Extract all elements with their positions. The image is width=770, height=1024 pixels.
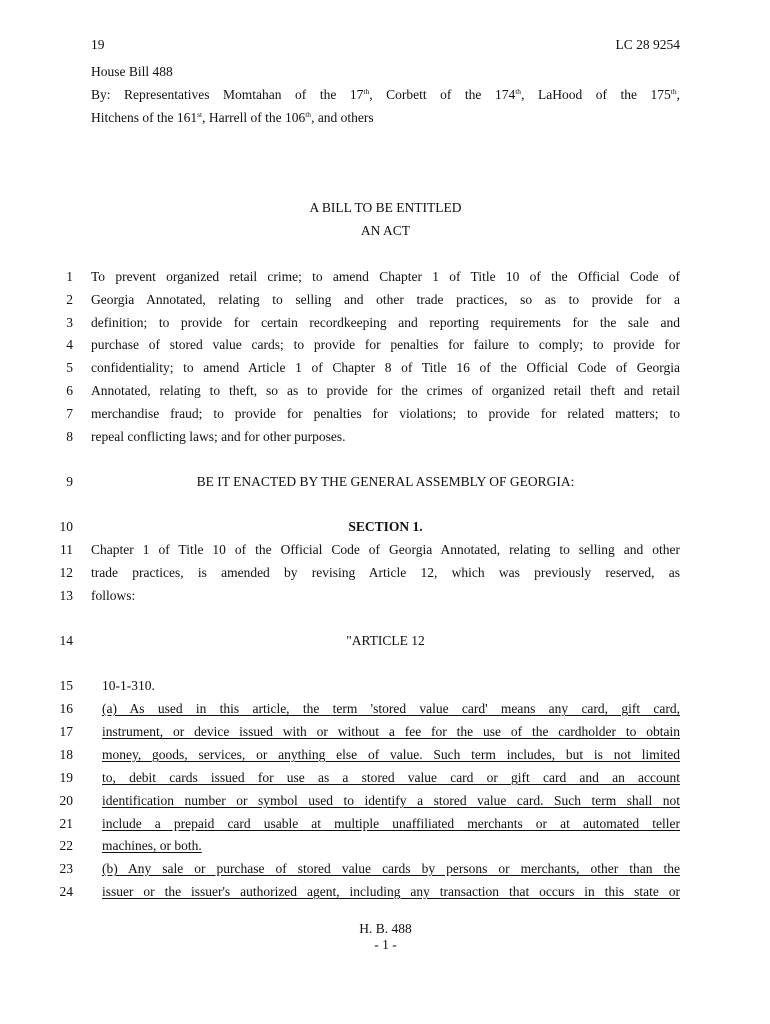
line-number: 3: [66, 315, 73, 330]
line-text: to, debit cards issued for use as a stored value card or gift card and an account: [102, 770, 680, 785]
line-number: 24: [59, 884, 73, 899]
line-text: trade practices, is amended by revising Article 12, which was previously reserved, as: [91, 565, 680, 580]
line-number: 14: [59, 633, 73, 648]
article-heading: "ARTICLE 12: [346, 633, 425, 648]
line-number: 4: [66, 337, 73, 352]
line-number: 18: [59, 747, 73, 762]
sponsors-line-2: Hitchens of the 161st, Harrell of the 106th, and others: [91, 110, 374, 125]
code-section-number: 10-1-310.: [102, 678, 155, 693]
enacting-clause: BE IT ENACTED BY THE GENERAL ASSEMBLY OF GEORGIA:: [196, 474, 575, 489]
line-number: 11: [60, 542, 73, 557]
line-text: Annotated, relating to theft, so as to provide for the crimes of organized retail theft and retail: [91, 383, 680, 398]
line-number: 9: [66, 474, 73, 489]
line-text: machines, or both.: [102, 838, 202, 853]
lc-number: LC 28 9254: [615, 37, 680, 52]
line-number: 23: [59, 861, 73, 876]
line-number: 16: [59, 701, 73, 716]
line-text: purchase of stored value cards; to provide for penalties for failure to comply; to provide for: [91, 337, 680, 352]
bill-title-line-2: AN ACT: [360, 223, 411, 238]
line-text: confidentiality; to amend Article 1 of Chapter 8 of Title 16 of the Official Code of Georgia: [91, 360, 680, 375]
line-number: 6: [66, 383, 73, 398]
line-number: 17: [59, 724, 73, 739]
line-text: follows:: [91, 588, 136, 603]
line-number: 15: [59, 678, 73, 693]
line-number: 22: [59, 838, 73, 853]
line-number: 7: [66, 406, 73, 421]
line-number: 21: [59, 816, 73, 831]
line-text: merchandise fraud; to provide for penalties for violations; to provide for related matters; to: [91, 406, 680, 421]
line-number: 13: [59, 588, 73, 603]
line-text: Georgia Annotated, relating to selling and other trade practices, so as to provide for a: [91, 292, 680, 307]
line-text: (b) Any sale or purchase of stored value cards by persons or merchants, other than the: [102, 861, 680, 876]
line-text: identification number or symbol used to identify a stored value card. Such term shall not: [102, 793, 680, 808]
sponsors-line-1: By: Representatives Momtahan of the 17th, Corbett of the 174th, LaHood of the 175th,: [91, 87, 681, 102]
line-text: issuer or the issuer's authorized agent, including any transaction that occurs in this state or: [102, 884, 680, 899]
line-number: 12: [59, 565, 73, 580]
line-text: money, goods, services, or anything else of value. Such term includes, but is not limited: [102, 747, 680, 762]
line-text: instrument, or device issued with or without a fee for the use of the cardholder to obtain: [102, 724, 680, 739]
line-text: (a) As used in this article, the term 'stored value card' means any card, gift card,: [102, 701, 680, 716]
line-number: 5: [66, 360, 73, 375]
page-number-left: 19: [91, 37, 105, 52]
line-text: Chapter 1 of Title 10 of the Official Code of Georgia Annotated, relating to selling and other: [91, 542, 680, 557]
line-number: 10: [59, 519, 73, 534]
line-text: include a prepaid card usable at multiple unaffiliated merchants or at automated teller: [102, 816, 680, 831]
line-number: 2: [66, 292, 73, 307]
line-number: 1: [66, 269, 73, 284]
line-text: To prevent organized retail crime; to amend Chapter 1 of Title 10 of the Official Code of: [91, 269, 680, 284]
section-heading: SECTION 1.: [348, 519, 423, 534]
footer-bill-ref: H. B. 488: [359, 921, 412, 936]
bill-number: House Bill 488: [91, 64, 173, 79]
line-text: definition; to provide for certain recordkeeping and reporting requirements for the sale and: [91, 315, 680, 330]
footer-page-number: - 1 -: [374, 937, 397, 952]
line-number: 20: [59, 793, 73, 808]
line-number: 19: [59, 770, 73, 785]
bill-title-line-1: A BILL TO BE ENTITLED: [309, 200, 462, 215]
line-text: repeal conflicting laws; and for other purposes.: [91, 429, 346, 444]
line-number: 8: [66, 429, 73, 444]
